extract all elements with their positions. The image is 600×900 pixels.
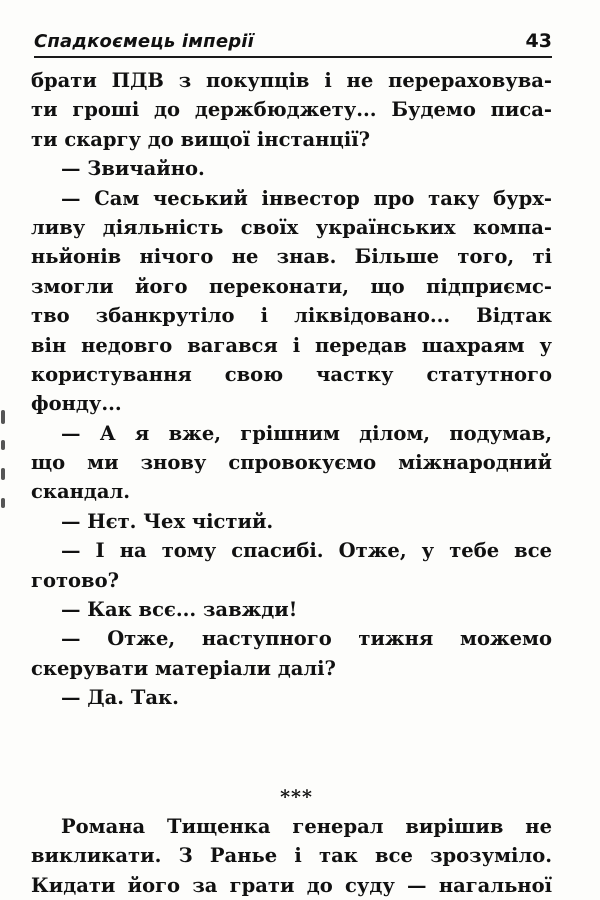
text-line: готово? (31, 568, 120, 592)
dialogue-block (31, 66, 552, 713)
section-separator: *** (280, 785, 313, 808)
text-line: — Как всє... завжди! (61, 598, 298, 622)
text-line: — А я вже, грішним ділом, подумав, (61, 421, 552, 445)
page-header (34, 26, 552, 58)
text-line: ливу діяльність своїх українських компа- (31, 215, 552, 239)
next-section-block (31, 812, 552, 900)
text-line: фонду... (31, 392, 122, 416)
text-line: ньйонів нічого не знав. Більше того, ті (31, 245, 552, 269)
text-line: він недовго вагався і передав шахраям у (31, 333, 552, 357)
page-number: 43 (525, 30, 552, 52)
section-gap (31, 713, 552, 783)
text-line: ти скаргу до вищої інстанції? (31, 127, 371, 151)
text-line: Романа Тищенка генерал вирішив не (61, 814, 552, 838)
text-line: користування свою частку статутного (31, 362, 552, 386)
text-line: викликати. З Ранье і так все зрозуміло. (31, 844, 552, 868)
text-line: змогли його переконати, що підприємс- (31, 274, 552, 298)
text-line: що ми знову спровокуємо міжнародний (31, 451, 552, 475)
text-line: брати ПДВ з покупців і не перераховува- (31, 69, 552, 92)
text-line: — Да. Так. (61, 686, 179, 710)
running-title: Спадкоємець імперії (34, 31, 255, 52)
body-text (31, 66, 552, 900)
text-line: — Нєт. Чех чістий. (61, 509, 274, 533)
text-line: ти гроші до держбюджету... Будемо писа- (31, 98, 552, 122)
text-line: скандал. (31, 480, 131, 504)
text-line: — Сам чеський інвестор про таку бурх- (61, 186, 552, 210)
text-line: — Отже, наступного тижня можемо (61, 627, 552, 651)
margin-scan-marks (0, 410, 10, 530)
text-line: — Звичайно. (61, 157, 205, 181)
text-line: Кидати його за грати до суду — нагальної (31, 873, 552, 897)
text-line: — І на тому спасибі. Отже, у тебе все (61, 539, 552, 563)
text-line: тво збанкрутіло і ліквідовано... Відтак (31, 304, 552, 328)
text-line: скерувати матеріали далі? (31, 656, 336, 680)
